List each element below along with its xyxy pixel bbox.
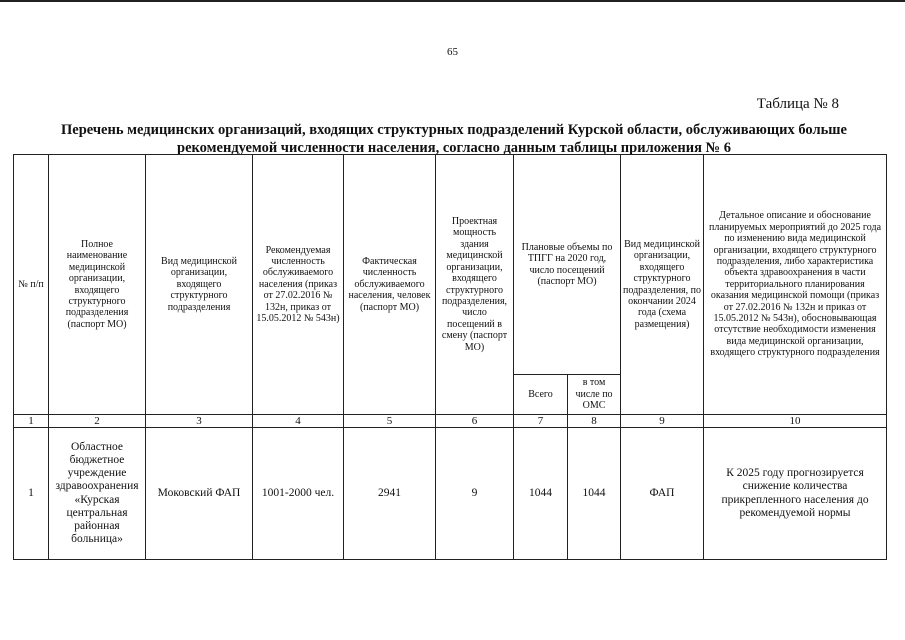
cell-visits-oms: 1044 bbox=[568, 428, 621, 560]
document-title-line-1: Перечень медицинских организаций, входящих структурных подразделений Курской области, обслуживающих больше bbox=[61, 122, 847, 138]
cell-type-2024: ФАП bbox=[621, 428, 704, 560]
header-cell-actual-population: Фактическая численность обслуживаемого населения, человек (паспорт МО) bbox=[344, 155, 436, 415]
column-number: 7 bbox=[514, 415, 568, 428]
table-header-row bbox=[14, 155, 887, 375]
column-number: 2 bbox=[49, 415, 146, 428]
cell-design-capacity: 9 bbox=[436, 428, 514, 560]
organizations-table bbox=[13, 154, 887, 560]
table-label: Таблица № 8 bbox=[756, 96, 839, 112]
header-cell-recommended-population: Рекомендуемая численность обслуживаемого населения (приказ от 27.02.2016 № 132н, приказ от 15.05.2012 № 543н) bbox=[253, 155, 344, 415]
cell-number: 1 bbox=[14, 428, 49, 560]
header-cell-number: № п/п bbox=[14, 155, 49, 415]
cell-recommended-population: 1001-2000 чел. bbox=[253, 428, 344, 560]
document-title-line-2: рекомендуемой численности населения, согласно данным таблицы приложения № 6 bbox=[177, 140, 731, 156]
column-number-row bbox=[14, 415, 887, 428]
header-cell-organization: Полное наименование медицинской организации, входящего структурного подразделения (паспорт МО) bbox=[49, 155, 146, 415]
table-row bbox=[14, 428, 887, 560]
column-number: 3 bbox=[146, 415, 253, 428]
column-number: 5 bbox=[344, 415, 436, 428]
header-cell-visits-oms: в том числе по ОМС bbox=[568, 375, 621, 415]
column-number: 1 bbox=[14, 415, 49, 428]
cell-actual-population: 2941 bbox=[344, 428, 436, 560]
page-top-edge bbox=[0, 0, 905, 2]
header-cell-type: Вид медицинской организации, входящего структурного подразделения bbox=[146, 155, 253, 415]
header-cell-type-2024: Вид медицинской организации, входящего структурного подразделения, по окончании 2024 года (схема размещения) bbox=[621, 155, 704, 415]
cell-organization: Областное бюджетное учреждение здравоохранения «Курская центральная районная больница» bbox=[49, 428, 146, 560]
cell-visits-total: 1044 bbox=[514, 428, 568, 560]
document-title bbox=[14, 121, 894, 157]
header-cell-visits-total: Всего bbox=[514, 375, 568, 415]
column-number: 6 bbox=[436, 415, 514, 428]
page-number: 65 bbox=[447, 46, 458, 58]
column-number: 4 bbox=[253, 415, 344, 428]
column-number: 9 bbox=[621, 415, 704, 428]
header-cell-description: Детальное описание и обоснование планируемых мероприятий до 2025 года по изменению вида медицинской организации, входящего структурного подразделения, либо характеристика объекта здравоохранения в части территориального планирования оказания медицинской помощи (приказ от 27.02.2016 № 132н и приказ от 15.05.2012 № 543н), обосновывающая отсутствие необходимости изменения вида медицинской организации, входящего структурного подразделения bbox=[704, 155, 887, 415]
cell-description: К 2025 году прогнозируется снижение количества прикрепленного населения до рекомендуемой нормы bbox=[704, 428, 887, 560]
header-cell-planned-visits: Плановые объемы по ТПГГ на 2020 год, число посещений (паспорт МО) bbox=[514, 155, 621, 375]
column-number: 8 bbox=[568, 415, 621, 428]
column-number: 10 bbox=[704, 415, 887, 428]
cell-type: Моковский ФАП bbox=[146, 428, 253, 560]
header-cell-design-capacity: Проектная мощность здания медицинской организации, входящего структурного подразделения, число посещений в смену (паспорт МО) bbox=[436, 155, 514, 415]
